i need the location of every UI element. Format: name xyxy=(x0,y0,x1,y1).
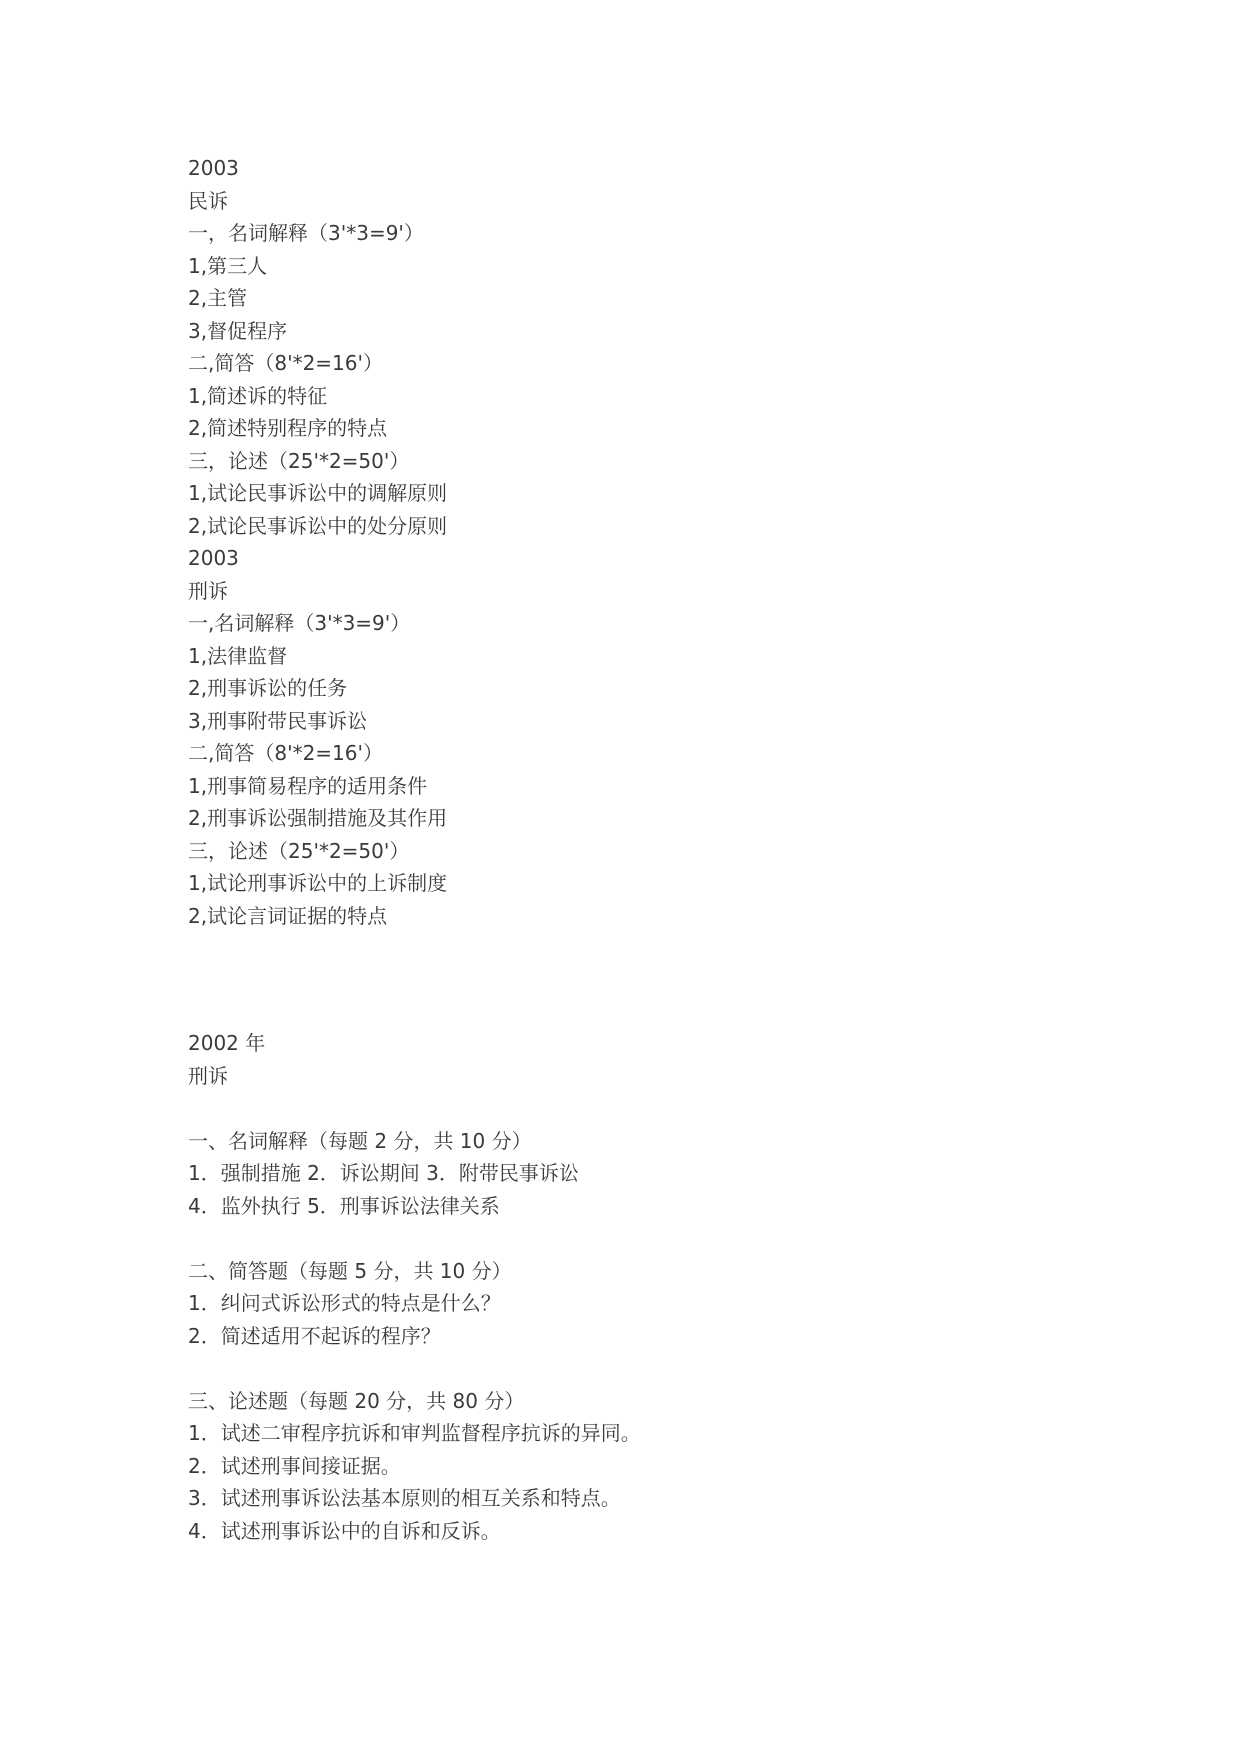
subject-heading: 民诉 xyxy=(188,188,228,213)
question-item: 1．强制措施 2．诉讼期间 3．附带民事诉讼 xyxy=(188,1161,579,1185)
question-item: 2,简述特别程序的特点 xyxy=(188,416,388,440)
exam-2003-sections xyxy=(188,152,447,932)
question-item: 1．纠问式诉讼形式的特点是什么？ xyxy=(188,1291,501,1315)
question-item: 1,法律监督 xyxy=(188,643,288,668)
question-item: 3．试述刑事诉讼法基本原则的相互关系和特点。 xyxy=(188,1486,621,1510)
spacer xyxy=(188,1352,641,1385)
part3-title: 三、论述题（每题 20 分，共 80 分） xyxy=(188,1388,525,1413)
year-heading: 2003 xyxy=(188,546,239,570)
part3-title: 三，论述（25'*2=50'） xyxy=(188,448,410,473)
part2-title: 二,简答（8'*2=16'） xyxy=(188,741,384,765)
exam-2002-section xyxy=(188,1027,641,1547)
question-item: 2．试述刑事间接证据。 xyxy=(188,1453,401,1478)
part1-title: 一，名词解释（3'*3=9'） xyxy=(188,221,424,245)
question-item: 2,刑事诉讼的任务 xyxy=(188,676,348,700)
part3-title: 三，论述（25'*2=50'） xyxy=(188,838,410,863)
year-heading: 2003 xyxy=(188,156,239,180)
subject-heading: 刑诉 xyxy=(188,1063,228,1088)
question-item: 1．试述二审程序抗诉和审判监督程序抗诉的异同。 xyxy=(188,1421,641,1445)
question-item: 2,主管 xyxy=(188,286,248,310)
question-item: 3,督促程序 xyxy=(188,318,288,343)
question-item: 3,刑事附带民事诉讼 xyxy=(188,708,368,733)
question-item: 1,第三人 xyxy=(188,253,268,278)
question-item: 1,刑事简易程序的适用条件 xyxy=(188,773,428,798)
part1-title: 一,名词解释（3'*3=9'） xyxy=(188,611,411,635)
part2-title: 二、简答题（每题 5 分，共 10 分） xyxy=(188,1258,512,1283)
part1-title: 一、名词解释（每题 2 分，共 10 分） xyxy=(188,1128,532,1153)
spacer xyxy=(188,1222,641,1255)
question-item: 2,试论言词证据的特点 xyxy=(188,903,388,928)
question-item: 2．简述适用不起诉的程序？ xyxy=(188,1323,441,1348)
question-item: 4．试述刑事诉讼中的自诉和反诉。 xyxy=(188,1518,501,1543)
part2-title: 二,简答（8'*2=16'） xyxy=(188,351,384,375)
question-item: 1,试论民事诉讼中的调解原则 xyxy=(188,481,448,505)
question-item: 1,简述诉的特征 xyxy=(188,383,328,408)
year-heading: 2002 年 xyxy=(188,1031,266,1055)
question-item: 1,试论刑事诉讼中的上诉制度 xyxy=(188,871,448,895)
subject-heading: 刑诉 xyxy=(188,578,228,603)
question-item: 4．监外执行 5．刑事诉讼法律关系 xyxy=(188,1193,500,1218)
question-item: 2,刑事诉讼强制措施及其作用 xyxy=(188,806,448,830)
spacer xyxy=(188,1092,641,1125)
question-item: 2,试论民事诉讼中的处分原则 xyxy=(188,513,448,538)
